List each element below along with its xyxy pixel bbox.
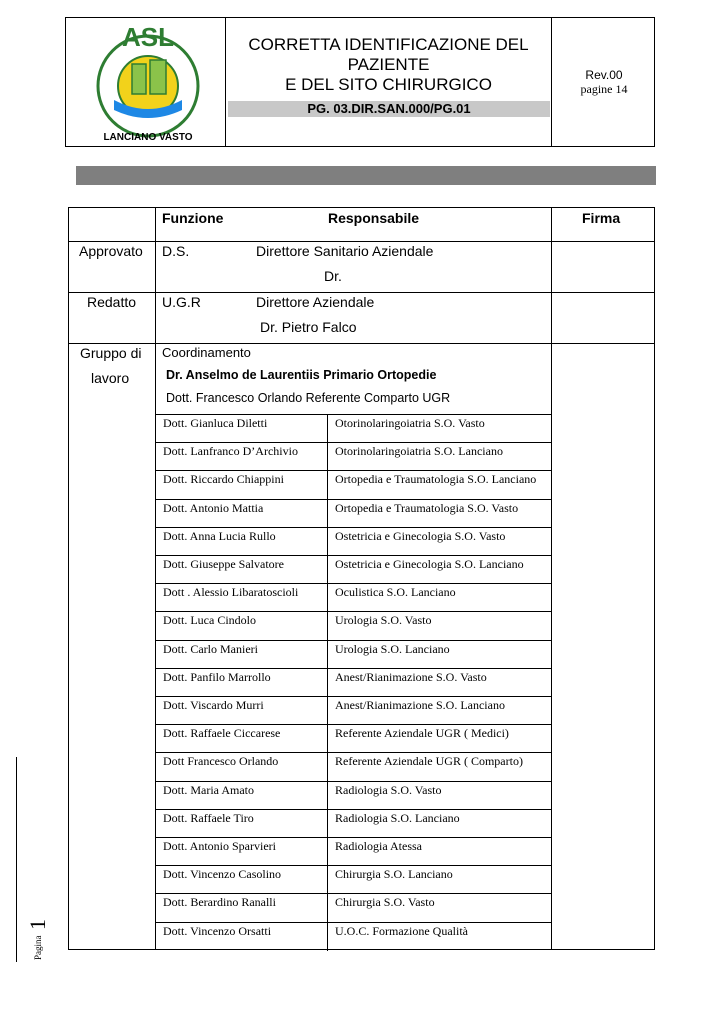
member-name: Dott. Panfilo Marrollo: [163, 669, 271, 684]
member-role: Otorinolaringoiatria S.O. Vasto: [335, 416, 485, 430]
table-row: [156, 809, 551, 838]
member-name: Dott. Luca Cindolo: [163, 613, 256, 628]
member-role: Urologia S.O. Vasto: [335, 613, 432, 628]
member-role: Anest/Rianimazione S.O. Lanciano: [335, 698, 505, 712]
document-header: [65, 17, 655, 147]
member-name: Dott. Raffaele Ciccarese: [163, 726, 281, 741]
member-name: Dott . Alessio Libaratoscioli: [163, 585, 299, 600]
document-code: PG. 03.DIR.SAN.000/PG.01: [228, 101, 550, 117]
member-name: Dott. Antonio Mattia: [163, 500, 264, 515]
gruppo-label: Gruppo di: [80, 345, 142, 361]
table-row: [156, 527, 551, 556]
margin-rule: [16, 757, 17, 962]
table-row: [156, 470, 551, 499]
approvato-ds: D.S.: [162, 243, 190, 259]
member-role: Otorinolaringoiatria S.O. Lanciano: [335, 444, 503, 459]
member-name: Dott. Lanfranco D’Archivio: [163, 444, 298, 459]
member-name: Dott. Berardino Ranalli: [163, 895, 276, 910]
asl-logo: [90, 22, 206, 144]
member-name: Dott. Giuseppe Salvatore: [163, 557, 284, 571]
table-row: [156, 893, 551, 922]
approval-table: [68, 207, 655, 950]
table-row: [156, 837, 551, 866]
member-name: Dott. Antonio Sparvieri: [163, 839, 276, 853]
separator-bar: [76, 166, 656, 185]
approvato-label: Approvato: [79, 243, 143, 259]
member-name: Dott. Anna Lucia Rullo: [163, 528, 276, 543]
coordinator-primary: Dr. Anselmo de Laurentiis Primario Ortopedie: [166, 368, 437, 382]
svg-text:1: 1: [25, 919, 50, 930]
member-name: Dott. Maria Amato: [163, 782, 254, 797]
coordinamento-label: Coordinamento: [162, 345, 251, 360]
approvato-name: Dr.: [324, 268, 342, 284]
member-name: Dott Francesco Orlando: [163, 754, 279, 769]
member-name: Dott. Gianluca Diletti: [163, 416, 268, 430]
member-name: Dott. Riccardo Chiappini: [163, 472, 284, 487]
member-role: Urologia S.O. Lanciano: [335, 641, 450, 656]
coordinator-secondary: Dott. Francesco Orlando Referente Comparto UGR: [166, 391, 451, 405]
member-name: Dott. Vincenzo Orsatti: [163, 923, 272, 938]
table-row: [156, 781, 551, 810]
svg-text:LANCIANO VASTO: LANCIANO VASTO: [103, 132, 193, 143]
header-funzione: Funzione: [162, 210, 224, 226]
table-row: [156, 442, 551, 471]
table-row: [156, 611, 551, 640]
member-role: Radiologia S.O. Vasto: [335, 782, 442, 797]
table-row: [156, 865, 551, 894]
member-role: Referente Aziendale UGR ( Medici): [335, 726, 509, 741]
table-row: [156, 752, 551, 781]
page-number: [25, 905, 51, 965]
svg-text:Pagina: Pagina: [33, 935, 43, 960]
table-row: [156, 696, 551, 725]
member-role: Radiologia S.O. Lanciano: [335, 810, 460, 825]
member-role: Chirurgia S.O. Vasto: [335, 895, 435, 910]
table-row: [156, 640, 551, 669]
redatto-label: Redatto: [87, 294, 137, 310]
redatto-name: Dr. Pietro Falco: [260, 319, 357, 335]
member-role: Radiologia Atessa: [335, 839, 422, 853]
member-name: Dott. Carlo Manieri: [163, 641, 258, 656]
member-name: Dott. Viscardo Murri: [163, 698, 264, 712]
redatto-role: Direttore Aziendale: [256, 294, 375, 310]
table-row: [156, 555, 551, 584]
member-role: Chirurgia S.O. Lanciano: [335, 867, 453, 882]
document-title: CORRETTA IDENTIFICAZIONE DEL PAZIENTE E DEL SITO CHIRURGICO: [248, 35, 529, 94]
member-role: U.O.C. Formazione Qualità: [335, 923, 468, 938]
table-row: [156, 668, 551, 697]
table-row: [156, 724, 551, 753]
member-name: Dott. Raffaele Tiro: [163, 810, 254, 825]
table-row: [156, 414, 551, 443]
gruppo-label-2: lavoro: [91, 370, 130, 386]
svg-text:ASL: ASL: [122, 22, 174, 52]
member-role: Oculistica S.O. Lanciano: [335, 585, 456, 600]
member-role: Ostetricia e Ginecologia S.O. Lanciano: [335, 557, 524, 571]
member-role: Ostetricia e Ginecologia S.O. Vasto: [335, 528, 506, 543]
table-row: [156, 922, 551, 951]
table-row: [156, 583, 551, 612]
member-role: Referente Aziendale UGR ( Comparto): [335, 754, 523, 769]
member-name: Dott. Vincenzo Casolino: [163, 867, 282, 882]
header-firma: Firma: [582, 210, 621, 226]
table-row: [156, 499, 551, 528]
revision-info: Rev.00 pagine 14: [580, 68, 628, 96]
header-responsabile: Responsabile: [328, 210, 420, 226]
redatto-ugr: U.G.R: [162, 294, 201, 310]
member-role: Anest/Rianimazione S.O. Vasto: [335, 669, 487, 684]
member-role: Ortopedia e Traumatologia S.O. Vasto: [335, 500, 519, 515]
member-role: Ortopedia e Traumatologia S.O. Lanciano: [335, 472, 537, 487]
approvato-role: Direttore Sanitario Aziendale: [256, 243, 434, 259]
